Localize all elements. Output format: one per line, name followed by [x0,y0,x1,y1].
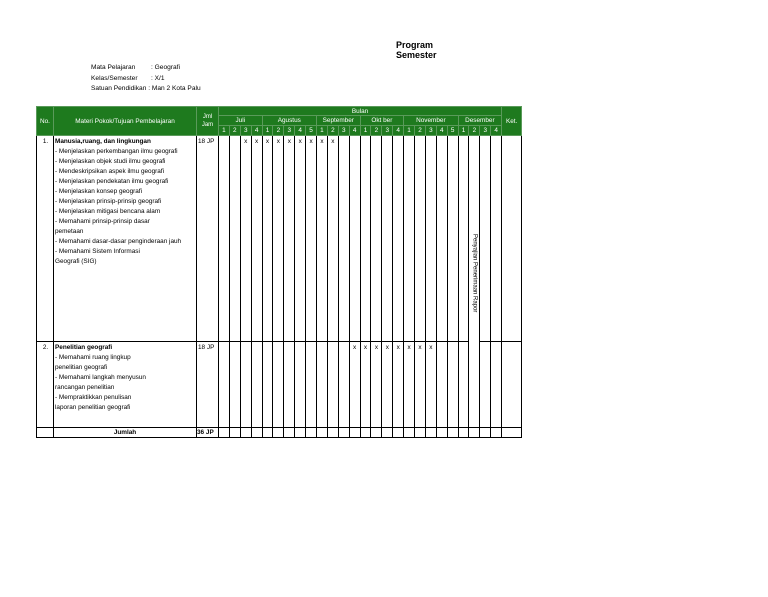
week-cell [284,428,295,438]
week-cell [436,136,447,342]
jumlah-value: 36 JP [197,428,219,438]
week-number: 3 [425,126,436,136]
week-cell [317,428,328,438]
month-header: Okt ber [360,116,404,126]
week-mark: x [360,342,371,428]
week-cell [338,342,349,428]
jumlah-label: Jumlah [54,428,197,438]
week-number: 4 [349,126,360,136]
rapor-note-cell [469,136,480,428]
week-mark: x [404,342,415,428]
week-mark: x [425,342,436,428]
week-cell [447,342,458,428]
page-title: Program Semester [396,40,437,60]
week-number: 1 [360,126,371,136]
kelas-value: : X/1 [151,74,165,82]
week-number: 4 [295,126,306,136]
week-number: 3 [284,126,295,136]
week-cell [262,342,273,428]
week-cell [306,428,317,438]
header-ket: Ket. [502,107,522,136]
week-cell [360,136,371,342]
week-cell [491,428,502,438]
week-cell [229,136,240,342]
week-mark: x [349,342,360,428]
week-number: 3 [338,126,349,136]
week-cell [371,428,382,438]
week-mark: x [393,342,404,428]
week-number: 4 [491,126,502,136]
materi-line: Geografi (SIG) [55,258,97,265]
week-number: 5 [447,126,458,136]
week-cell [229,342,240,428]
week-cell [458,342,469,428]
week-number: 2 [229,126,240,136]
week-cell [415,136,426,342]
table-row [37,342,522,428]
week-number: 1 [262,126,273,136]
materi-line: - Mempraktikkan penulisan [55,394,132,401]
ket-cell [502,428,522,438]
materi-line: - Memahami ruang lingkup [55,354,131,361]
materi-line: - Menjelaskan prinsip-prinsip geografi [55,198,162,205]
week-number: 2 [469,126,480,136]
materi-line: - Menjelaskan pendekatan ilmu geografi [55,178,169,185]
materi-line: pemetaan [55,228,84,235]
header-no: No. [37,107,54,136]
row-number: 2. [37,342,54,428]
materi-line: - Menjelaskan konsep geografi [55,188,143,195]
week-mark: x [240,136,251,342]
jumlah-row [37,428,522,438]
materi-line: rancangan penelitian [55,384,115,391]
week-number: 3 [480,126,491,136]
header-bulan: Bulan [219,107,502,116]
week-cell [393,136,404,342]
week-cell [327,342,338,428]
week-cell [273,342,284,428]
week-cell [382,136,393,342]
week-cell [360,428,371,438]
mapel-value: : Geografi [151,64,180,71]
materi-cell [54,342,197,428]
week-mark: x [306,136,317,342]
week-cell [447,136,458,342]
row-number: 1. [37,136,54,342]
week-mark: x [295,136,306,342]
week-mark: x [371,342,382,428]
table-row [37,136,522,342]
week-cell [284,342,295,428]
week-cell [425,428,436,438]
week-cell [436,428,447,438]
week-cell [425,136,436,342]
week-cell [469,428,480,438]
week-cell [415,428,426,438]
week-cell [338,136,349,342]
week-cell [371,136,382,342]
materi-line: - Menjelaskan objek studi ilmu geografi [55,158,166,165]
week-number: 1 [404,126,415,136]
week-cell [447,428,458,438]
week-cell [240,428,251,438]
week-number: 3 [382,126,393,136]
week-number: 1 [317,126,328,136]
week-number: 4 [436,126,447,136]
month-header: September [317,116,361,126]
week-number: 4 [251,126,262,136]
week-number: 5 [306,126,317,136]
materi-line: penelitian geografi [55,364,108,371]
week-cell [404,428,415,438]
week-mark: x [262,136,273,342]
week-cell [458,136,469,342]
week-cell [240,342,251,428]
header-jml-jam: Jml Jam [197,107,219,136]
mapel-label: Mata Pelajaran [91,64,136,71]
materi-title: Manusia,ruang, dan lingkungan [55,138,151,145]
week-cell [404,136,415,342]
week-number: 2 [273,126,284,136]
week-cell [349,136,360,342]
month-header: Desember [458,116,502,126]
week-cell [219,428,230,438]
month-header: Agustus [262,116,316,126]
week-mark: x [284,136,295,342]
materi-line: - Memahami dasar-dasar penginderaan jauh [55,238,182,245]
week-cell [338,428,349,438]
week-cell [327,428,338,438]
materi-line: - Mendeskripsikan aspek ilmu geografi [55,168,165,175]
week-number: 2 [327,126,338,136]
week-number: 1 [219,126,230,136]
week-cell [393,428,404,438]
kelas-label: Kelas/Semester [91,74,138,82]
week-number: 1 [458,126,469,136]
week-number: 3 [240,126,251,136]
materi-cell [54,136,197,342]
month-header: Juli [219,116,263,126]
week-cell [458,428,469,438]
week-mark: x [327,136,338,342]
week-cell [306,342,317,428]
jml-jam-cell: 18 JP [197,342,219,428]
week-number: 2 [415,126,426,136]
satuan-label: Satuan Pendidikan [91,85,147,92]
week-cell [273,428,284,438]
materi-line: - Menjelaskan perkembangan ilmu geografi [55,148,178,155]
week-mark: x [317,136,328,342]
header-materi: Materi Pokok/Tujuan Pembelajaran [54,107,197,136]
week-mark: x [415,342,426,428]
month-header: November [404,116,458,126]
week-cell [436,342,447,428]
jml-jam-cell: 18 JP [197,136,219,342]
week-cell [251,428,262,438]
week-cell [295,342,306,428]
materi-line: - Memahami prinsip-prinsip dasar [55,218,150,225]
materi-line: - Memahami langkah menyusun [55,374,146,381]
jumlah-no-cell [37,428,54,438]
week-number: 4 [393,126,404,136]
week-cell [262,428,273,438]
week-mark: x [251,136,262,342]
materi-line: - Menjelaskan mitigasi bencana alam [55,208,161,215]
materi-title: Penelitian geografi [55,344,113,351]
week-cell [295,428,306,438]
week-cell [480,342,491,428]
ket-cell [502,342,522,428]
week-cell [219,136,230,342]
week-cell [219,342,230,428]
document-meta [91,63,201,95]
materi-line: laporan penelitian geografi [55,404,131,411]
week-cell [251,342,262,428]
ket-cell [502,136,522,342]
satuan-value: : Man 2 Kota Palu [148,85,201,92]
week-mark: x [273,136,284,342]
week-cell [491,136,502,342]
week-cell [349,428,360,438]
week-number: 2 [371,126,382,136]
week-cell [480,136,491,342]
rapor-note: Penyajian Penerimaan Rapor [471,234,478,313]
program-semester-table [36,106,522,438]
week-mark: x [382,342,393,428]
week-cell [229,428,240,438]
materi-line: - Memahami Sistem Informasi [55,248,140,255]
week-cell [382,428,393,438]
week-cell [317,342,328,428]
week-cell [491,342,502,428]
week-cell [480,428,491,438]
